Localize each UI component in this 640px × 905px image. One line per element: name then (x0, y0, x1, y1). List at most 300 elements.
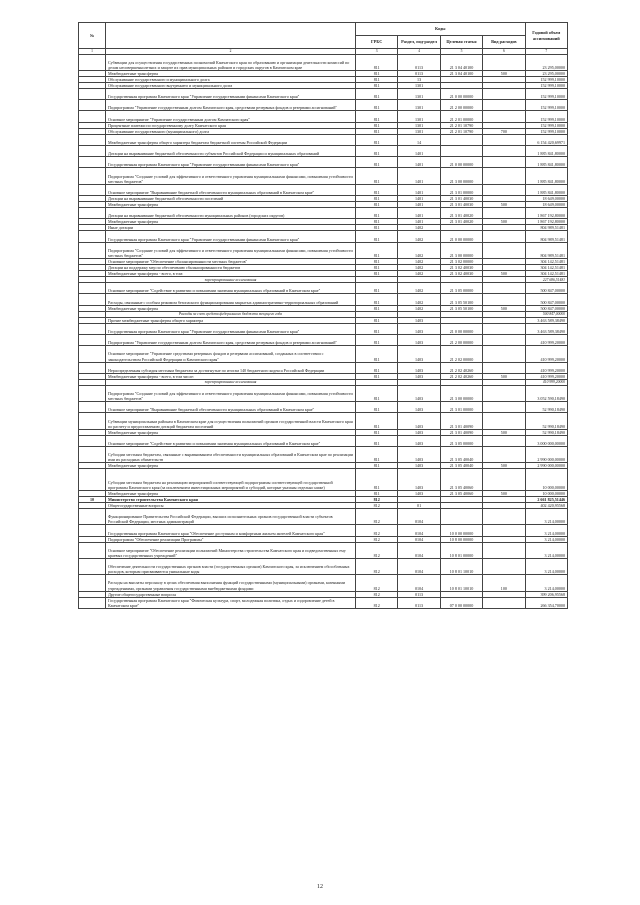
cell-t: 10 8 00 00000 (440, 536, 482, 542)
table-row (79, 542, 568, 558)
cell-a: 410 999,20000 (525, 362, 567, 373)
cell-t: 21 3 04 40100 (440, 70, 482, 76)
cell-s: 0104 (398, 575, 440, 591)
table-row (79, 525, 568, 536)
cell-v (483, 111, 525, 122)
cell-g: 812 (356, 542, 398, 558)
cell-a: 410 999,20000 (525, 379, 567, 385)
cell-n (79, 89, 106, 100)
cell-d: Прочие межбюджетные трансферты общего характера (106, 317, 356, 323)
cell-d: Обеспечение деятельности государственных органов власти (государственных органов) Камчатского края, за исключением обособленных расходов, которым присваиваются уникальные коды (106, 559, 356, 575)
cell-d: Государственная программа Камчатского края "Физическая культура, спорт, молодежная политика, отдых и оздоровление детей в Камчатском крае" (106, 597, 356, 608)
cell-s: 1402 (398, 294, 440, 305)
cell-v (483, 346, 525, 362)
index-cell: 2 (106, 49, 356, 55)
cell-a: 10 000,00000 (525, 469, 567, 490)
cell-d: Функционирование Правительства Российской Федерации, высших исполнительных органов государственной власти субъектов Российской Федерации, местных администраций (106, 509, 356, 525)
cell-t (440, 134, 482, 145)
cell-v (483, 509, 525, 525)
cell-g: 811 (356, 335, 398, 346)
cell-a: 3 214,00000 (525, 509, 567, 525)
cell-g: 811 (356, 184, 398, 195)
cell-t: 21 3 02 40030 (440, 265, 482, 271)
cell-a: 266 354,70000 (525, 597, 567, 608)
cell-a: 2 990 000,00000 (525, 463, 567, 469)
header-amount: Годовой объем ассигнований (525, 23, 567, 49)
cell-v (483, 100, 525, 111)
cell-t: 10 0 00 00000 (440, 525, 482, 536)
cell-v (483, 146, 525, 157)
cell-d: Межбюджетные трансферты - всего, в том: (106, 271, 356, 277)
cell-d: Основное мероприятие "Управление государственным долгом Камчатского края" (106, 111, 356, 122)
cell-t: 10 8 01 00000 (440, 542, 482, 558)
cell-g: 811 (356, 490, 398, 496)
cell-n (79, 168, 106, 184)
cell-t: 21 2 01 00000 (440, 111, 482, 122)
cell-g: 811 (356, 429, 398, 435)
cell-s: 1403 (398, 402, 440, 413)
cell-n (79, 335, 106, 346)
cell-s: 0113 (398, 591, 440, 597)
cell-t: 21 3 00 00000 (440, 168, 482, 184)
cell-a: 304 142,51481 (525, 271, 567, 277)
cell-t: 21 3 01 40090 (440, 429, 482, 435)
cell-a: 402 420,95568 (525, 503, 567, 509)
cell-t: 21 0 00 00000 (440, 89, 482, 100)
cell-d: Основное мероприятие "Содействие в развитии и повышении значения муниципальных образований в Камчатском крае" (106, 435, 356, 446)
cell-g: 811 (356, 305, 398, 311)
cell-a: 18 649,00000 (525, 195, 567, 201)
cell-g: 811 (356, 362, 398, 373)
cell-g: 811 (356, 219, 398, 225)
cell-v: 500 (483, 463, 525, 469)
table-row (79, 294, 568, 305)
cell-d: Подпрограмма "Обеспечение реализации Программы" (106, 536, 356, 542)
cell-s: 1401 (398, 195, 440, 201)
cell-v (483, 413, 525, 429)
cell-t: 21 3 01 00000 (440, 184, 482, 195)
cell-g: 811 (356, 225, 398, 231)
table-row (79, 283, 568, 294)
cell-s: 1403 (398, 335, 440, 346)
cell-a: 399 206,95568 (525, 591, 567, 597)
cell-s: 1403 (398, 463, 440, 469)
table-row (79, 335, 568, 346)
cell-n (79, 346, 106, 362)
cell-d: Основное мероприятие "Выравнивание бюджетной обеспеченности муниципальных образований в Камчатском крае" (106, 402, 356, 413)
cell-a: 152 999,10000 (525, 128, 567, 134)
cell-g: 811 (356, 111, 398, 122)
cell-v: 500 (483, 219, 525, 225)
cell-g: 812 (356, 559, 398, 575)
cell-a: 500 847,00000 (525, 283, 567, 294)
cell-n (79, 413, 106, 429)
cell-v (483, 242, 525, 258)
cell-v (483, 435, 525, 446)
cell-g: 811 (356, 122, 398, 128)
cell-g: 811 (356, 271, 398, 277)
cell-t: 21 2 01 10790 (440, 128, 482, 134)
cell-s: 1403 (398, 435, 440, 446)
cell-s: 1301 (398, 128, 440, 134)
table-row (79, 413, 568, 429)
table-row (79, 509, 568, 525)
cell-d: Межбюджетные трансферты (106, 490, 356, 496)
cell-a: 10 000,00000 (525, 490, 567, 496)
cell-g: 811 (356, 208, 398, 219)
cell-n (79, 208, 106, 219)
table-row (79, 111, 568, 122)
cell-t: 21 3 05 40060 (440, 469, 482, 490)
cell-n (79, 386, 106, 402)
cell-v (483, 89, 525, 100)
cell-v (483, 597, 525, 608)
cell-d: Расходы, связанные с особым режимом безопасного функционирования закрытых административно-территориальных образований (106, 294, 356, 305)
cell-t: 21 3 05 40060 (440, 490, 482, 496)
cell-g: 811 (356, 70, 398, 76)
cell-v: 500 (483, 490, 525, 496)
cell-v: 100 (483, 575, 525, 591)
cell-g: 811 (356, 402, 398, 413)
cell-a: 18 649,00000 (525, 201, 567, 207)
cell-v (483, 335, 525, 346)
cell-v (483, 323, 525, 334)
budget-table (78, 22, 568, 609)
cell-s: 1402 (398, 271, 440, 277)
cell-v (483, 402, 525, 413)
cell-a: 3 214,00000 (525, 536, 567, 542)
table-row (79, 575, 568, 591)
index-cell: 6 (483, 49, 525, 55)
cell-d: Государственная программа Камчатского края "Управление государственными финансами Камчатского края" (106, 323, 356, 334)
cell-v (483, 447, 525, 463)
cell-n (79, 184, 106, 195)
cell-t: 21 2 02 40260 (440, 373, 482, 379)
table-row (79, 435, 568, 446)
cell-g: 811 (356, 346, 398, 362)
header-section: Раздел, под-раздел (398, 36, 440, 49)
cell-t: 21 3 05 50100 (440, 305, 482, 311)
cell-n (79, 509, 106, 525)
cell-n (79, 294, 106, 305)
cell-t: 21 2 00 00000 (440, 335, 482, 346)
cell-t: 21 2 01 10790 (440, 122, 482, 128)
table-row (79, 134, 568, 145)
cell-g: 811 (356, 54, 398, 70)
cell-a: 804 989,51481 (525, 231, 567, 242)
cell-g: 811 (356, 435, 398, 446)
cell-g: 811 (356, 82, 398, 88)
cell-g: 811 (356, 242, 398, 258)
cell-s: 1301 (398, 122, 440, 128)
cell-t: 21 3 05 40040 (440, 463, 482, 469)
cell-g: 811 (356, 128, 398, 134)
cell-t: 21 3 02 00000 (440, 258, 482, 264)
table-row (79, 362, 568, 373)
page-number: 12 (317, 884, 323, 890)
cell-a: 1 867 192,80000 (525, 219, 567, 225)
cell-v (483, 362, 525, 373)
cell-a: 3 214,00000 (525, 525, 567, 536)
cell-a: 1 885 841,80000 (525, 168, 567, 184)
cell-t: 21 3 00 00000 (440, 242, 482, 258)
cell-v: 700 (483, 128, 525, 134)
cell-s: 1402 (398, 283, 440, 294)
cell-d: Другие общегосударственные вопросы (106, 591, 356, 597)
cell-a: 1 885 841,80000 (525, 157, 567, 168)
cell-d: Дотации на поддержку мер по обеспечению сбалансированности бюджетов (106, 265, 356, 271)
table-row (79, 231, 568, 242)
cell-a: 52 990,18490 (525, 413, 567, 429)
index-cell: 7 (525, 49, 567, 55)
cell-s: 1402 (398, 258, 440, 264)
cell-n (79, 525, 106, 536)
cell-n (79, 100, 106, 111)
cell-n (79, 435, 106, 446)
cell-s: 1401 (398, 146, 440, 157)
cell-a: 3 052 590,18490 (525, 386, 567, 402)
cell-t: 21 3 05 00000 (440, 283, 482, 294)
cell-n (79, 447, 106, 463)
cell-a: 152 999,10000 (525, 122, 567, 128)
cell-s: 1301 (398, 82, 440, 88)
cell-d: Субсидии местным бюджетам, связанные с выравниванием обеспеченности муниципальных образований в Камчатском крае по реализации ими их расходных обязательств (106, 447, 356, 463)
cell-g: 811 (356, 134, 398, 145)
index-cell: 3 (356, 49, 398, 55)
cell-d: Субвенции для осуществления государственных полномочий Камчатского края по образованию и организации деятельности комиссий по делам несовершеннолетних и защите их прав муниципальных районов и городских округов в Камчатском крае (106, 54, 356, 70)
table-row (79, 89, 568, 100)
cell-a: 3 000 000,00000 (525, 435, 567, 446)
cell-t: 21 3 01 40020 (440, 219, 482, 225)
cell-t: 21 3 00 00000 (440, 386, 482, 402)
index-cell: 5 (440, 49, 482, 55)
cell-g: 811 (356, 258, 398, 264)
cell-t: 21 3 02 40030 (440, 271, 482, 277)
cell-s: 1401 (398, 219, 440, 225)
cell-s: 1301 (398, 100, 440, 111)
cell-a: 500 847,00000 (525, 305, 567, 311)
table-row (79, 168, 568, 184)
cell-v (483, 54, 525, 70)
cell-s: 1403 (398, 447, 440, 463)
cell-d: Государственная программа Камчатского края "Управление государственными финансами Камчатского края" (106, 89, 356, 100)
cell-t: 21 3 05 40040 (440, 447, 482, 463)
cell-s: 14 (398, 134, 440, 145)
cell-g: 812 (356, 536, 398, 542)
cell-t: 21 3 05 50100 (440, 294, 482, 305)
cell-s: 1301 (398, 89, 440, 100)
cell-v (483, 469, 525, 490)
cell-v: 500 (483, 201, 525, 207)
cell-s: 1403 (398, 413, 440, 429)
cell-a: 152 999,10000 (525, 89, 567, 100)
cell-d: Обслуживание государственного внутреннего и муниципального долга (106, 82, 356, 88)
cell-s: 1403 (398, 373, 440, 379)
cell-a: 2 661 825,51446 (525, 496, 567, 502)
cell-d: Основное мероприятие "Обеспечение сбалансированности местных бюджетов" (106, 258, 356, 264)
cell-g: 812 (356, 597, 398, 608)
cell-t: 21 0 00 00000 (440, 157, 482, 168)
cell-t: 21 2 02 00000 (440, 346, 482, 362)
cell-n (79, 283, 106, 294)
cell-n (79, 575, 106, 591)
cell-n (79, 542, 106, 558)
cell-a: 23 295,00000 (525, 70, 567, 76)
cell-v: 500 (483, 271, 525, 277)
header-grbs: ГРБС (356, 36, 398, 49)
cell-v (483, 157, 525, 168)
cell-d: Межбюджетные трансферты (106, 429, 356, 435)
cell-v (483, 184, 525, 195)
cell-a: 152 999,10000 (525, 111, 567, 122)
cell-a: 410 999,20000 (525, 346, 567, 362)
cell-a: 52 990,18490 (525, 429, 567, 435)
table-row (79, 559, 568, 575)
cell-v: 500 (483, 305, 525, 311)
header-num: № (79, 23, 106, 49)
header-vid: Вид расходов (483, 36, 525, 49)
cell-a: 152 999,10000 (525, 82, 567, 88)
cell-a: 52 990,18490 (525, 402, 567, 413)
cell-s: 0104 (398, 536, 440, 542)
cell-d: Государственная программа Камчатского края "Управление государственными финансами Камчатского края" (106, 231, 356, 242)
cell-n (79, 146, 106, 157)
cell-g: 811 (356, 469, 398, 490)
table-row (79, 447, 568, 463)
cell-s: 1402 (398, 305, 440, 311)
cell-g: 811 (356, 447, 398, 463)
cell-t: 10 8 01 10010 (440, 575, 482, 591)
cell-g: 811 (356, 323, 398, 334)
cell-v (483, 294, 525, 305)
cell-a: 804 989,51481 (525, 242, 567, 258)
cell-s: 1402 (398, 231, 440, 242)
cell-a: 152 999,10000 (525, 100, 567, 111)
cell-s: 1403 (398, 386, 440, 402)
cell-d: Межбюджетные трансферты (106, 305, 356, 311)
cell-g: 811 (356, 146, 398, 157)
cell-n (79, 559, 106, 575)
cell-s: 1401 (398, 184, 440, 195)
cell-v (483, 231, 525, 242)
cell-s: 1402 (398, 265, 440, 271)
cell-n (79, 362, 106, 373)
cell-g: 812 (356, 496, 398, 502)
cell-d: Подпрограмма "Создание условий для эффективного и ответственного управления муниципальными финансами, повышения устойчивости местных бюджетов" (106, 168, 356, 184)
cell-d: Межбюджетные трансферты (106, 70, 356, 76)
cell-d: Общегосударственные вопросы (106, 503, 356, 509)
cell-a: 304 142,51481 (525, 265, 567, 271)
cell-n (79, 469, 106, 490)
cell-s: 1403 (398, 323, 440, 334)
cell-v (483, 283, 525, 294)
table-row (79, 402, 568, 413)
cell-d: Подпрограмма "Создание условий для эффективного и ответственного управления муниципальными финансами, повышения устойчивости местных бюджетов" (106, 386, 356, 402)
cell-s: 0104 (398, 559, 440, 575)
cell-n (79, 157, 106, 168)
cell-t: 21 0 00 00000 (440, 323, 482, 334)
cell-d: Дотации на выравнивание бюджетной обеспеченности поселений (106, 195, 356, 201)
cell-d: Субвенции муниципальным районам в Камчатском крае для осуществления полномочий органов государственной власти Камчатского края по расчету и предоставлению дотаций бюджетам поселений (106, 413, 356, 429)
cell-d: Межбюджетные трансферты - всего, в том числе: (106, 373, 356, 379)
cell-t: 21 3 05 00000 (440, 435, 482, 446)
cell-g: 811 (356, 89, 398, 100)
cell-s: 1402 (398, 242, 440, 258)
cell-d: Процентные платежи по государственному долгу Камчатского края (106, 122, 356, 128)
table-row (79, 157, 568, 168)
header-codes: Коды (356, 23, 526, 36)
cell-s: 1403 (398, 362, 440, 373)
table-row (79, 208, 568, 219)
cell-a: 3 463 589,38490 (525, 317, 567, 323)
cell-d: Расходы на выплаты персоналу в целях обеспечения выполнения функций государственными (муниципальными) органами, казенными учреждениями, органами управления государственными внебюджетными фондами (106, 575, 356, 591)
cell-d: Иные дотации (106, 225, 356, 231)
cell-n (79, 134, 106, 145)
table-row (79, 323, 568, 334)
cell-a: 804 989,51481 (525, 225, 567, 231)
cell-d: Подпрограмма "Создание условий для эффективного и ответственного управления муниципальными финансами, повышения устойчивости местных бюджетов" (106, 242, 356, 258)
cell-t: 21 3 04 40100 (440, 54, 482, 70)
cell-d: Основное мероприятие "Обеспечение реализации полномочий Министерства строительства Камчатского края и подведомственных ему краевых государственных учреждений" (106, 542, 356, 558)
cell-d: Министерство строительства Камчатского края (106, 496, 356, 502)
cell-d: Основное мероприятие "Управление средствами резервных фондов и резервами ассигнований, созданных в соответствии с законодательством Российской Федерации и Камчатского края" (106, 346, 356, 362)
cell-g: 811 (356, 386, 398, 402)
cell-s: 1403 (398, 317, 440, 323)
cell-a: 304 142,51481 (525, 258, 567, 264)
cell-a: 1 867 192,80000 (525, 208, 567, 219)
cell-v (483, 542, 525, 558)
table-row (79, 54, 568, 70)
cell-s: 0104 (398, 542, 440, 558)
cell-s: 0113 (398, 597, 440, 608)
cell-a: 152 999,10000 (525, 76, 567, 82)
table-row (79, 597, 568, 608)
index-cell: 1 (79, 49, 106, 55)
cell-g: 811 (356, 76, 398, 82)
cell-d: Дотации на выравнивание бюджетной обеспеченности субъектов Российской Федерации и муниципальных образований (106, 146, 356, 157)
header-target: Целевая статья (440, 36, 482, 49)
table-row (79, 346, 568, 362)
cell-t: 21 3 01 40090 (440, 413, 482, 429)
cell-n: 10 (79, 496, 106, 502)
cell-d: Основное мероприятие "Содействие в развитии и повышении значения муниципальных образований в Камчатском крае" (106, 283, 356, 294)
cell-n (79, 597, 106, 608)
cell-s: 0113 (398, 70, 440, 76)
cell-a: 2 990 000,00000 (525, 447, 567, 463)
cell-v: 500 (483, 70, 525, 76)
cell-g: 811 (356, 168, 398, 184)
cell-v (483, 386, 525, 402)
cell-g: 812 (356, 503, 398, 509)
cell-d: Подпрограмма "Управление государственным долгом Камчатского края, средствами резервных фондов и резервами ассигнований" (106, 100, 356, 111)
table-body (79, 54, 568, 608)
cell-n (79, 54, 106, 70)
cell-s: 1403 (398, 429, 440, 435)
cell-g: 811 (356, 463, 398, 469)
cell-g: 811 (356, 265, 398, 271)
cell-d: Государственная программа Камчатского края "Обеспечение доступным и комфортным жильем жителей Камчатского края" (106, 525, 356, 536)
cell-g: 811 (356, 157, 398, 168)
cell-d: зарезервированные ассигнования (106, 379, 356, 385)
cell-s: 1402 (398, 225, 440, 231)
table-row (79, 242, 568, 258)
cell-d: Обслуживание государственного (муниципального) долга (106, 128, 356, 134)
cell-s: 1403 (398, 469, 440, 490)
cell-n (79, 231, 106, 242)
table-row (79, 100, 568, 111)
cell-g: 811 (356, 195, 398, 201)
cell-t: 21 2 02 40260 (440, 362, 482, 373)
